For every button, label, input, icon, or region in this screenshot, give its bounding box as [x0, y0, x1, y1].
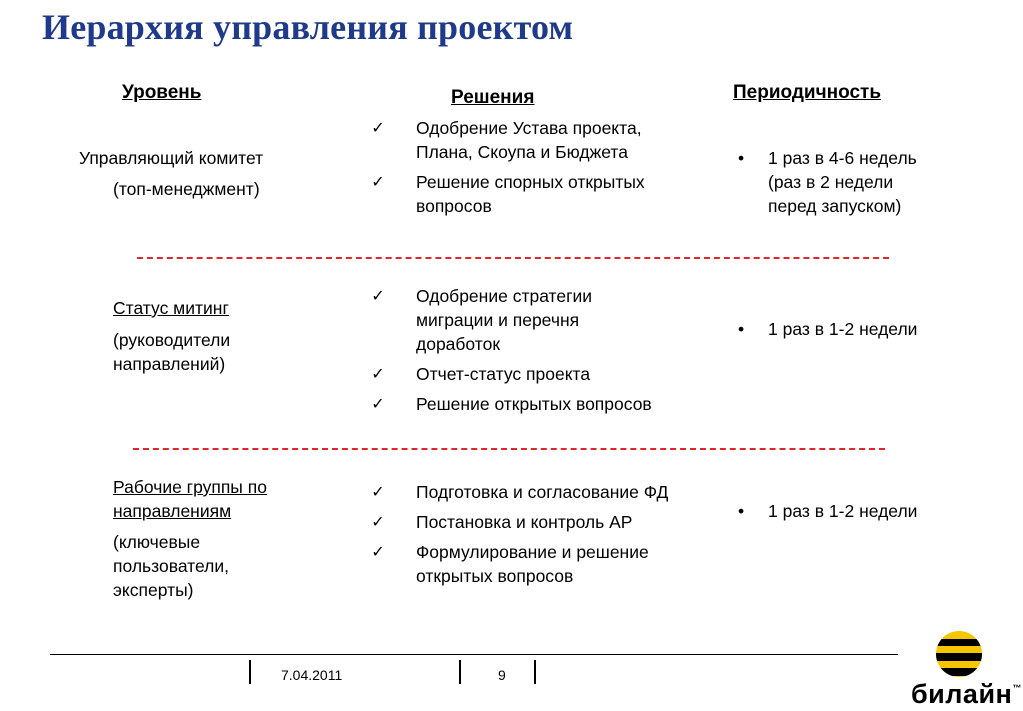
footer-separator: [249, 660, 251, 684]
decision-list: [368, 480, 698, 594]
decision-item: ✓ Одобрение стратегии миграции и перечня доработок: [368, 284, 658, 356]
decision-item: ✓ Формулирование и решение открытых вопросов: [368, 540, 656, 588]
decision-item: ✓ Постановка и контроль АР: [368, 510, 698, 534]
header-decisions: Решения: [451, 87, 535, 108]
brand-name: билайн™: [911, 679, 1022, 709]
bullet-icon: •: [738, 501, 745, 521]
section-divider: [137, 257, 889, 259]
level-name: Управляющий комитет: [79, 148, 264, 168]
footer-date: 7.04.2011: [281, 667, 343, 683]
footer-separator: [534, 660, 536, 684]
frequency-item: • 1 раз в 1-2 недели: [738, 501, 918, 521]
level-description: (ключевые пользователи, эксперты): [113, 532, 229, 600]
decision-list: [368, 116, 668, 224]
bullet-icon: •: [738, 148, 745, 168]
check-icon: ✓: [371, 512, 385, 531]
check-icon: ✓: [371, 542, 385, 561]
slide-title: Иерархия управления проектом: [42, 7, 574, 47]
level-description: (руководители направлений): [113, 330, 231, 374]
decision-item: ✓ Решение открытых вопросов: [368, 392, 658, 416]
page-number: 9: [498, 667, 506, 683]
check-icon: ✓: [371, 394, 385, 413]
decision-item: ✓ Отчет-статус проекта: [368, 362, 658, 386]
header-level: Уровень: [122, 82, 202, 103]
level-name: Рабочие группы по направлениям: [113, 477, 267, 521]
check-icon: ✓: [371, 286, 385, 305]
check-icon: ✓: [371, 482, 385, 501]
decision-item: ✓ Одобрение Устава проекта, Плана, Скоупа и Бюджета: [368, 116, 668, 164]
footer-line: [50, 654, 898, 655]
check-icon: ✓: [371, 364, 385, 383]
frequency-item: • 1 раз в 4-6 недель (раз в 2 недели перед запуском): [738, 148, 917, 216]
bullet-icon: •: [738, 319, 745, 339]
check-icon: ✓: [371, 118, 385, 137]
check-icon: ✓: [371, 172, 385, 191]
decision-item: ✓ Подготовка и согласование ФД: [368, 480, 698, 504]
section-divider: [133, 448, 885, 450]
footer-separator: [459, 660, 461, 684]
frequency-item: • 1 раз в 1-2 недели: [738, 319, 918, 339]
level-name: Статус митинг: [113, 298, 229, 318]
decision-list: [368, 284, 658, 422]
decision-item: ✓ Решение спорных открытых вопросов: [368, 170, 668, 218]
header-frequency: Периодичность: [733, 82, 882, 103]
level-description: (топ-менеджмент): [113, 179, 260, 199]
